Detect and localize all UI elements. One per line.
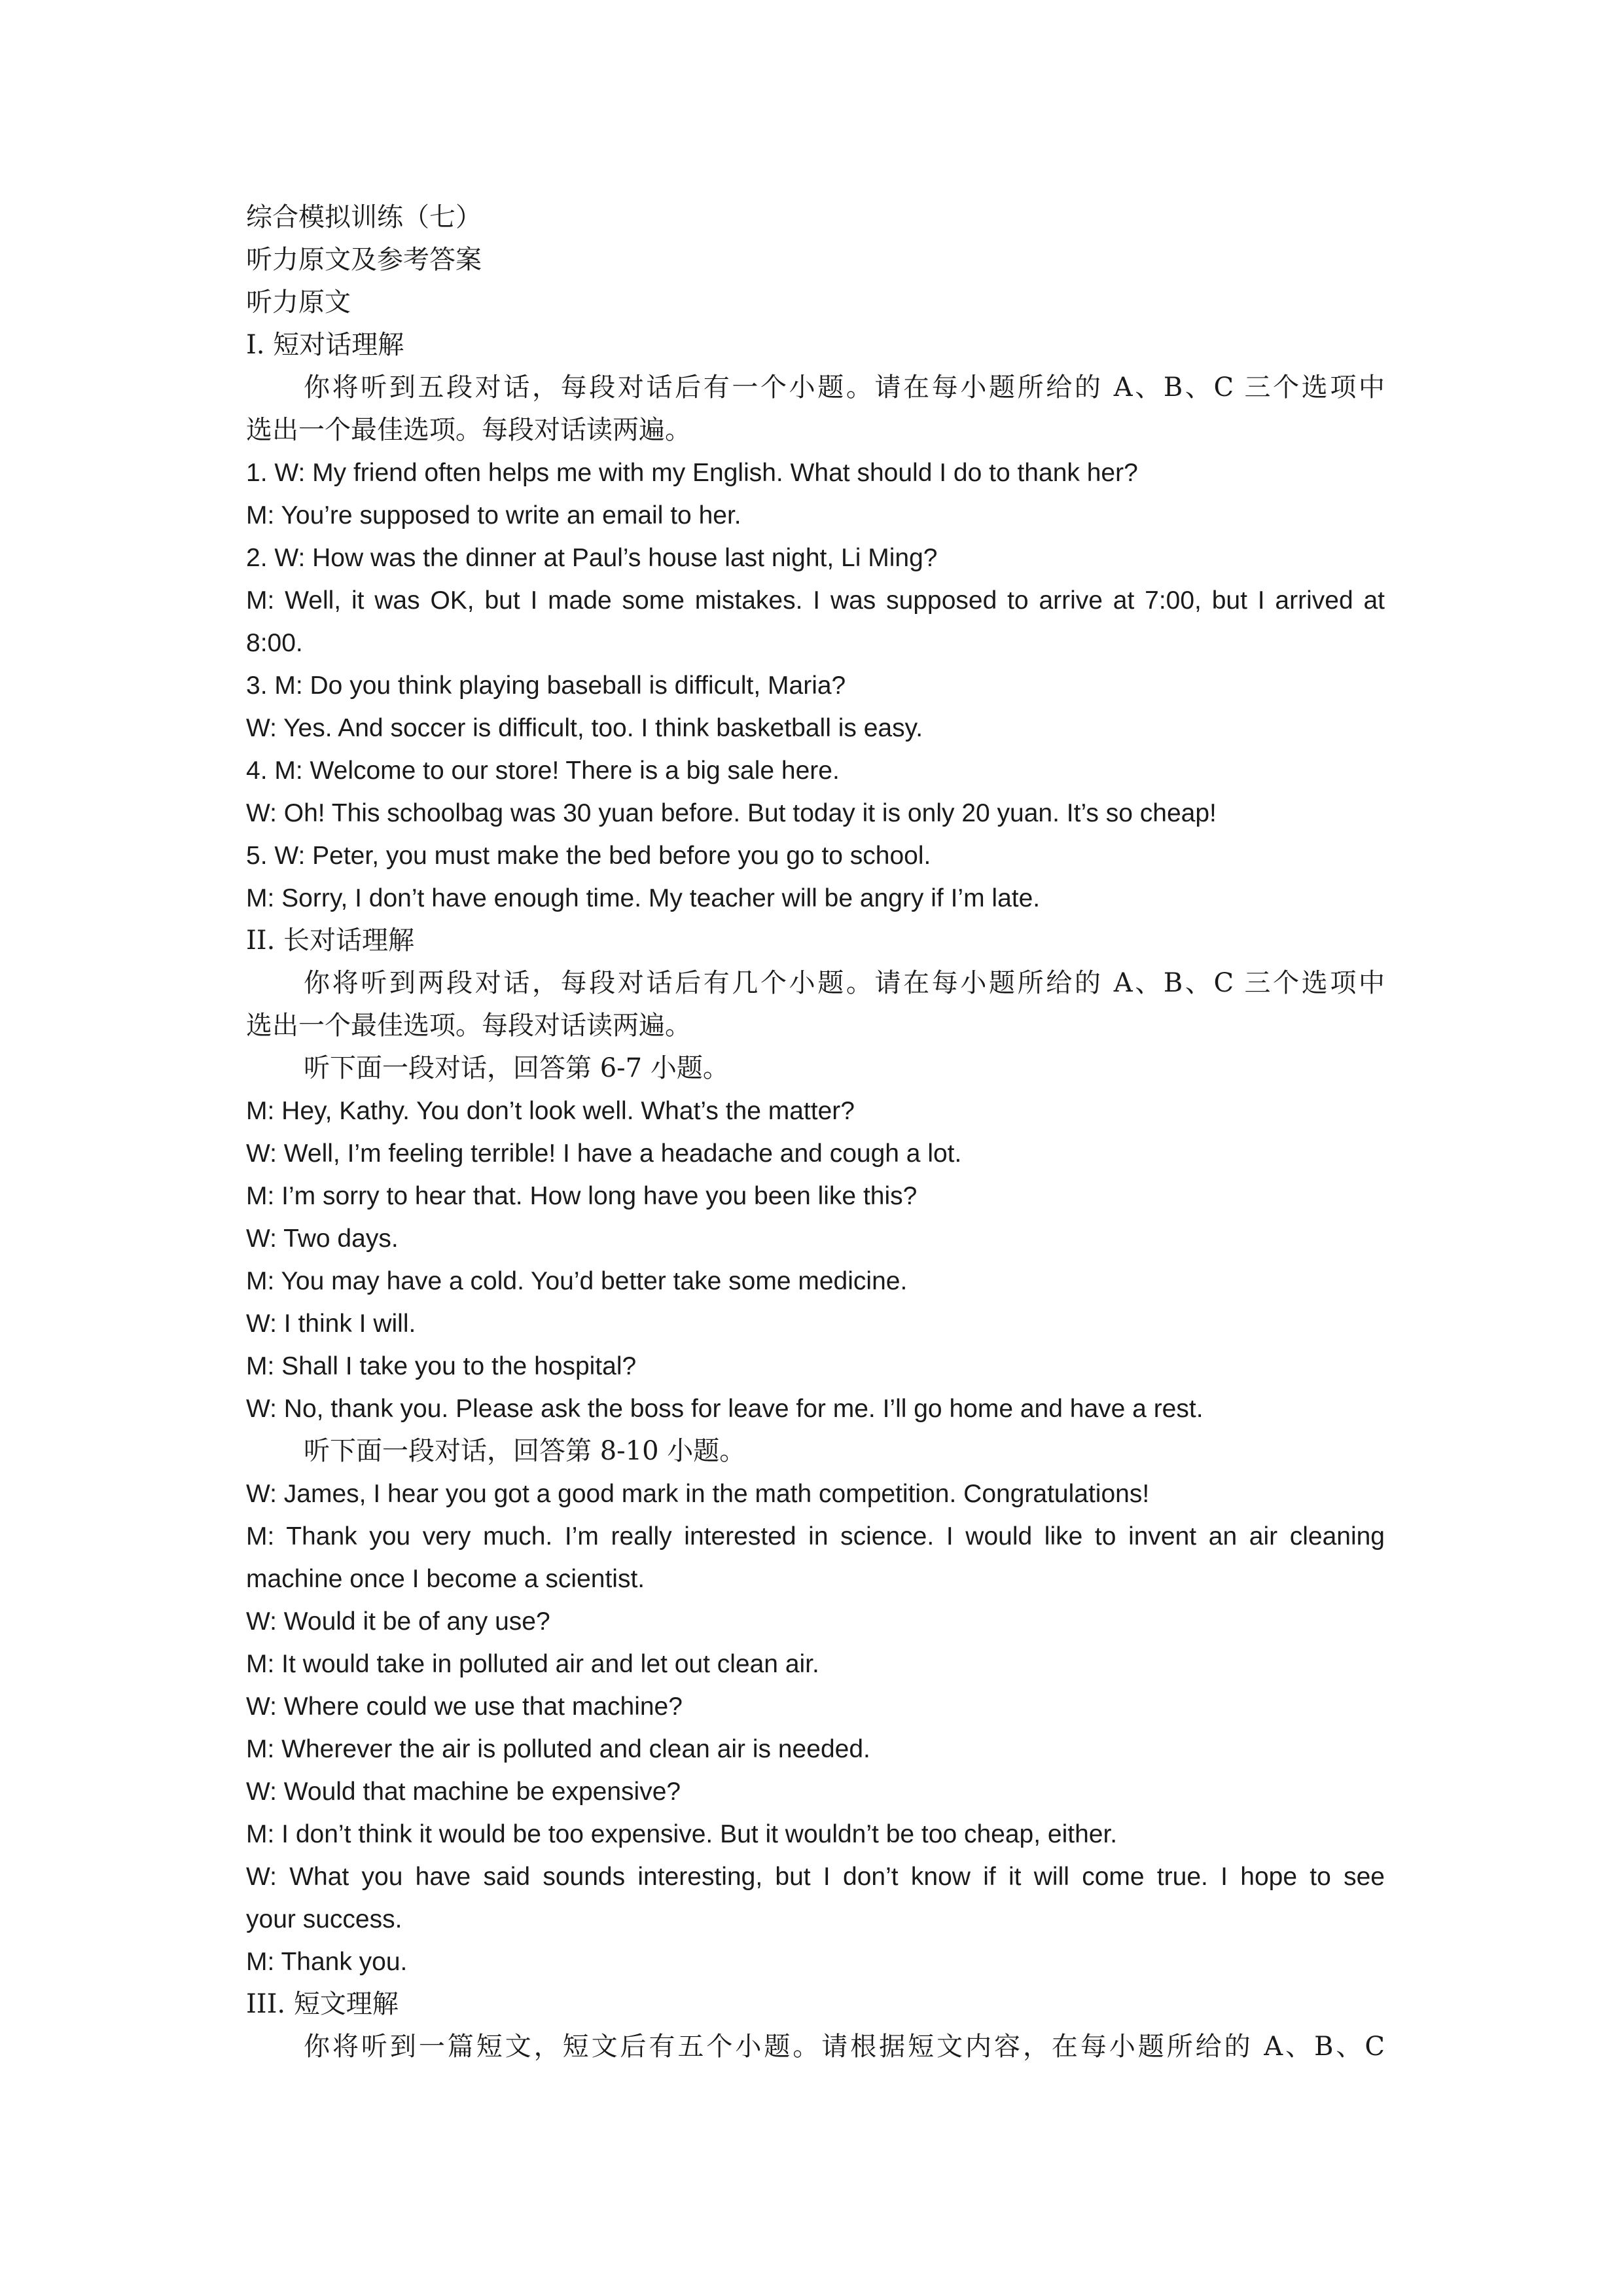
transcript-line: 4. M: Welcome to our store! There is a big sale here. [246,757,840,785]
section-2-instruction-line-2: 选出一个最佳选项。每段对话读两遍。 [246,1011,691,1041]
document-page [246,196,1385,2068]
transcript-line: M: It would take in polluted air and let out clean air. [246,1650,819,1678]
transcript-line: W: I think I will. [246,1310,416,1338]
section-2-instruction-line-1: 你将听到两段对话，每段对话后有几个小题。请在每小题所给的 A、B、C 三个选项中 [304,968,1385,998]
transcript-line: M: You’re supposed to write an email to her. [246,501,741,529]
transcript-line: your success. [246,1905,402,1933]
transcript-line: 1. W: My friend often helps me with my English. What should I do to thank her? [246,459,1138,487]
section-3-heading: III. 短文理解 [246,1989,399,2019]
transcript-line: W: Would that machine be expensive? [246,1778,681,1806]
transcript-line: M: Well, it was OK, but I made some mistakes. I was supposed to arrive at 7:00, but I arrived at [246,586,1385,615]
document-subtitle: 听力原文及参考答案 [246,245,482,275]
transcript-line: 8:00. [246,629,303,657]
section-3-instruction-line-1: 你将听到一篇短文，短文后有五个小题。请根据短文内容，在每小题所给的 A、B、C [304,2032,1385,2062]
transcript-line: M: I’m sorry to hear that. How long have you been like this? [246,1182,918,1210]
transcript-line: 5. W: Peter, you must make the bed before you go to school. [246,842,931,870]
section-1-instruction-line-1: 你将听到五段对话，每段对话后有一个小题。请在每小题所给的 A、B、C 三个选项中 [304,372,1385,403]
section-1-transcript [246,452,1385,920]
dialog-2-intro: 听下面一段对话，回答第 8-10 小题。 [304,1436,746,1466]
transcript-line: M: Wherever the air is polluted and clean air is needed. [246,1735,870,1763]
transcript-line: W: Would it be of any use? [246,1607,550,1636]
transcript-line: machine once I become a scientist. [246,1565,645,1593]
document-heading: 听力原文 [246,287,351,317]
document-title: 综合模拟训练（七） [246,202,482,232]
transcript-line: M: Sorry, I don’t have enough time. My teacher will be angry if I’m late. [246,884,1041,912]
transcript-line: 3. M: Do you think playing baseball is difficult, Maria? [246,672,846,700]
transcript-line: 2. W: How was the dinner at Paul’s house last night, Li Ming? [246,544,938,572]
dialog-2-transcript [246,1473,1385,1983]
transcript-line: W: Well, I’m feeling terrible! I have a headache and cough a lot. [246,1139,962,1168]
transcript-line: M: Thank you. [246,1948,408,1976]
transcript-line: W: Two days. [246,1225,399,1253]
transcript-line: W: Oh! This schoolbag was 30 yuan before. But today it is only 20 yuan. It’s so cheap! [246,799,1217,827]
transcript-line: W: What you have said sounds interesting, but I don’t know if it will come true. I hope to see [246,1863,1385,1891]
dialog-1-transcript [246,1090,1385,1430]
transcript-line: W: Yes. And soccer is difficult, too. I think basketball is easy. [246,714,923,742]
section-1-heading: I. 短对话理解 [246,330,404,360]
transcript-line: M: Thank you very much. I’m really interested in science. I would like to invent an air cleaning [246,1522,1385,1551]
transcript-line: M: Shall I take you to the hospital? [246,1352,637,1380]
transcript-line: W: Where could we use that machine? [246,1693,683,1721]
section-1-instruction-line-2: 选出一个最佳选项。每段对话读两遍。 [246,415,691,445]
transcript-line: M: You may have a cold. You’d better take some medicine. [246,1267,908,1295]
transcript-line: W: No, thank you. Please ask the boss for leave for me. I’ll go home and have a rest. [246,1395,1204,1423]
section-2-heading: II. 长对话理解 [246,925,415,956]
transcript-line: M: Hey, Kathy. You don’t look well. What’s the matter? [246,1097,855,1125]
dialog-1-intro: 听下面一段对话，回答第 6-7 小题。 [304,1053,729,1083]
transcript-line: W: James, I hear you got a good mark in the math competition. Congratulations! [246,1480,1150,1508]
transcript-line: M: I don’t think it would be too expensive. But it wouldn’t be too cheap, either. [246,1820,1118,1848]
